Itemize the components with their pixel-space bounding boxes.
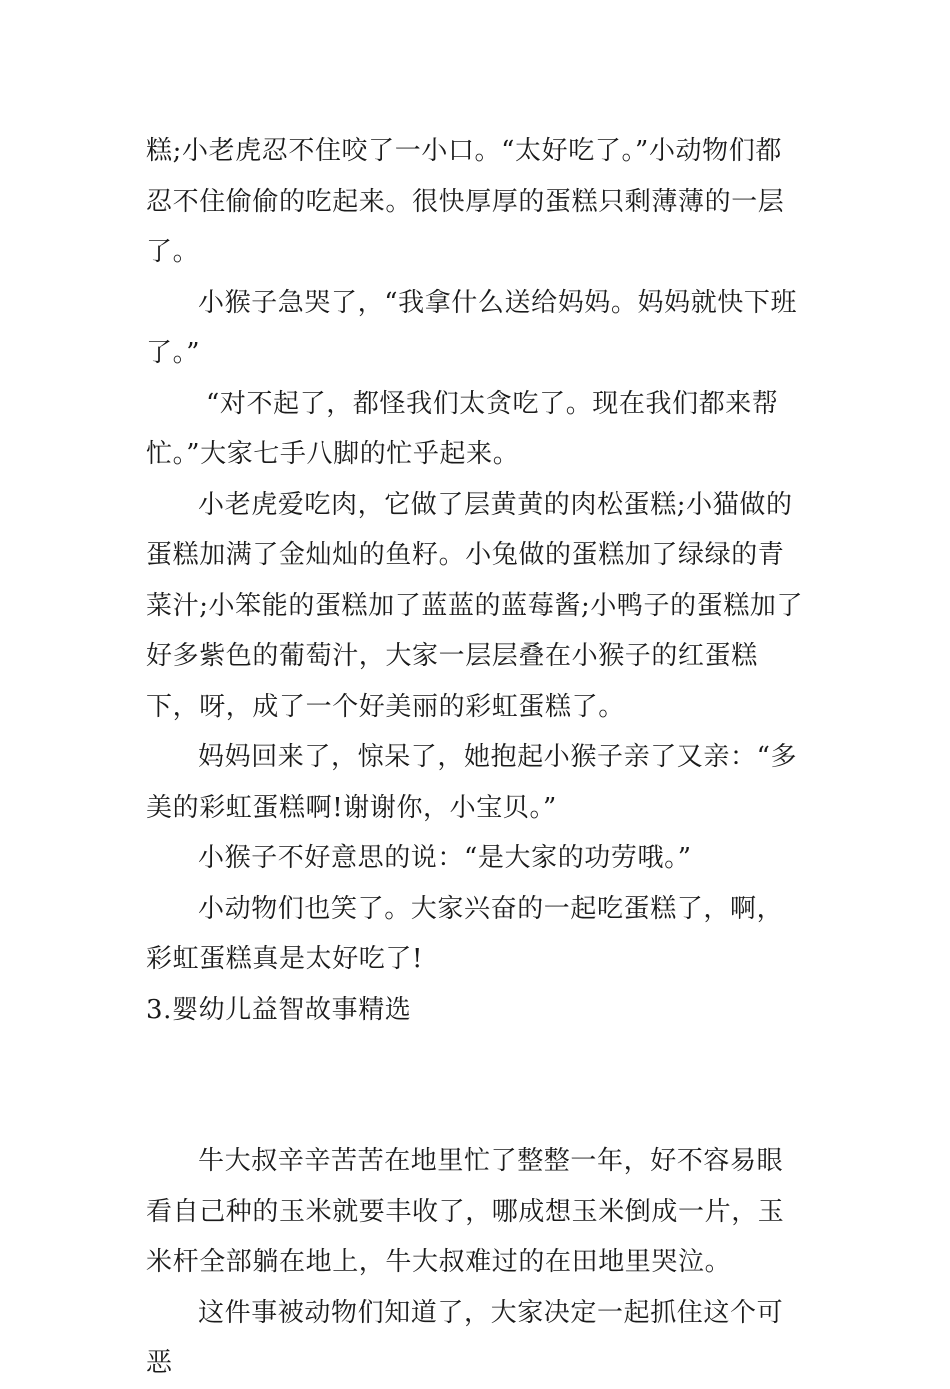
paragraph-6: 小猴子不好意思的说：“是大家的功劳哦。” bbox=[198, 843, 692, 873]
paragraph-5: 妈妈回来了，惊呆了，她抱起小猴子亲了又亲：“多美的彩虹蛋糕啊!谢谢你，小宝贝。” bbox=[146, 742, 798, 823]
paragraph-1: 糕;小老虎忍不住咬了一小口。“太好吃了。”小动物们都忍不住偷偷的吃起来。很快厚厚的蛋糕只剩薄薄的一层了。 bbox=[146, 136, 785, 267]
paragraph-3: “对不起了，都怪我们太贪吃了。现在我们都来帮忙。”大家七手八脚的忙乎起来。 bbox=[146, 388, 779, 469]
paragraph-9: 这件事被动物们知道了，大家决定一起抓住这个可恶 bbox=[146, 1297, 784, 1378]
paragraph-4: 小老虎爱吃肉，它做了层黄黄的肉松蛋糕;小猫做的蛋糕加满了金灿灿的鱼籽。小兔做的蛋糕加了绿绿的青菜汁;小笨能的蛋糕加了蓝蓝的蓝莓酱;小鸭子的蛋糕加了好多紫色的葡萄汁，大家一层层叠在小猴子的红蛋糕下，呀，成了一个好美丽的彩虹蛋糕了。 bbox=[146, 489, 804, 722]
paragraph-2: 小猴子急哭了，“我拿什么送给妈妈。妈妈就快下班了。” bbox=[146, 287, 798, 368]
paragraph-8: 牛大叔辛辛苦苦在地里忙了整整一年，好不容易眼看自己种的玉米就要丰收了，哪成想玉米倒成一片，玉米杆全部躺在地上，牛大叔难过的在田地里哭泣。 bbox=[146, 1146, 785, 1277]
section-spacer bbox=[146, 1035, 806, 1136]
document-body bbox=[146, 126, 806, 1389]
section-heading: 3.婴幼儿益智故事精选 bbox=[146, 994, 412, 1025]
paragraph-7: 小动物们也笑了。大家兴奋的一起吃蛋糕了，啊，彩虹蛋糕真是太好吃了! bbox=[146, 893, 784, 974]
